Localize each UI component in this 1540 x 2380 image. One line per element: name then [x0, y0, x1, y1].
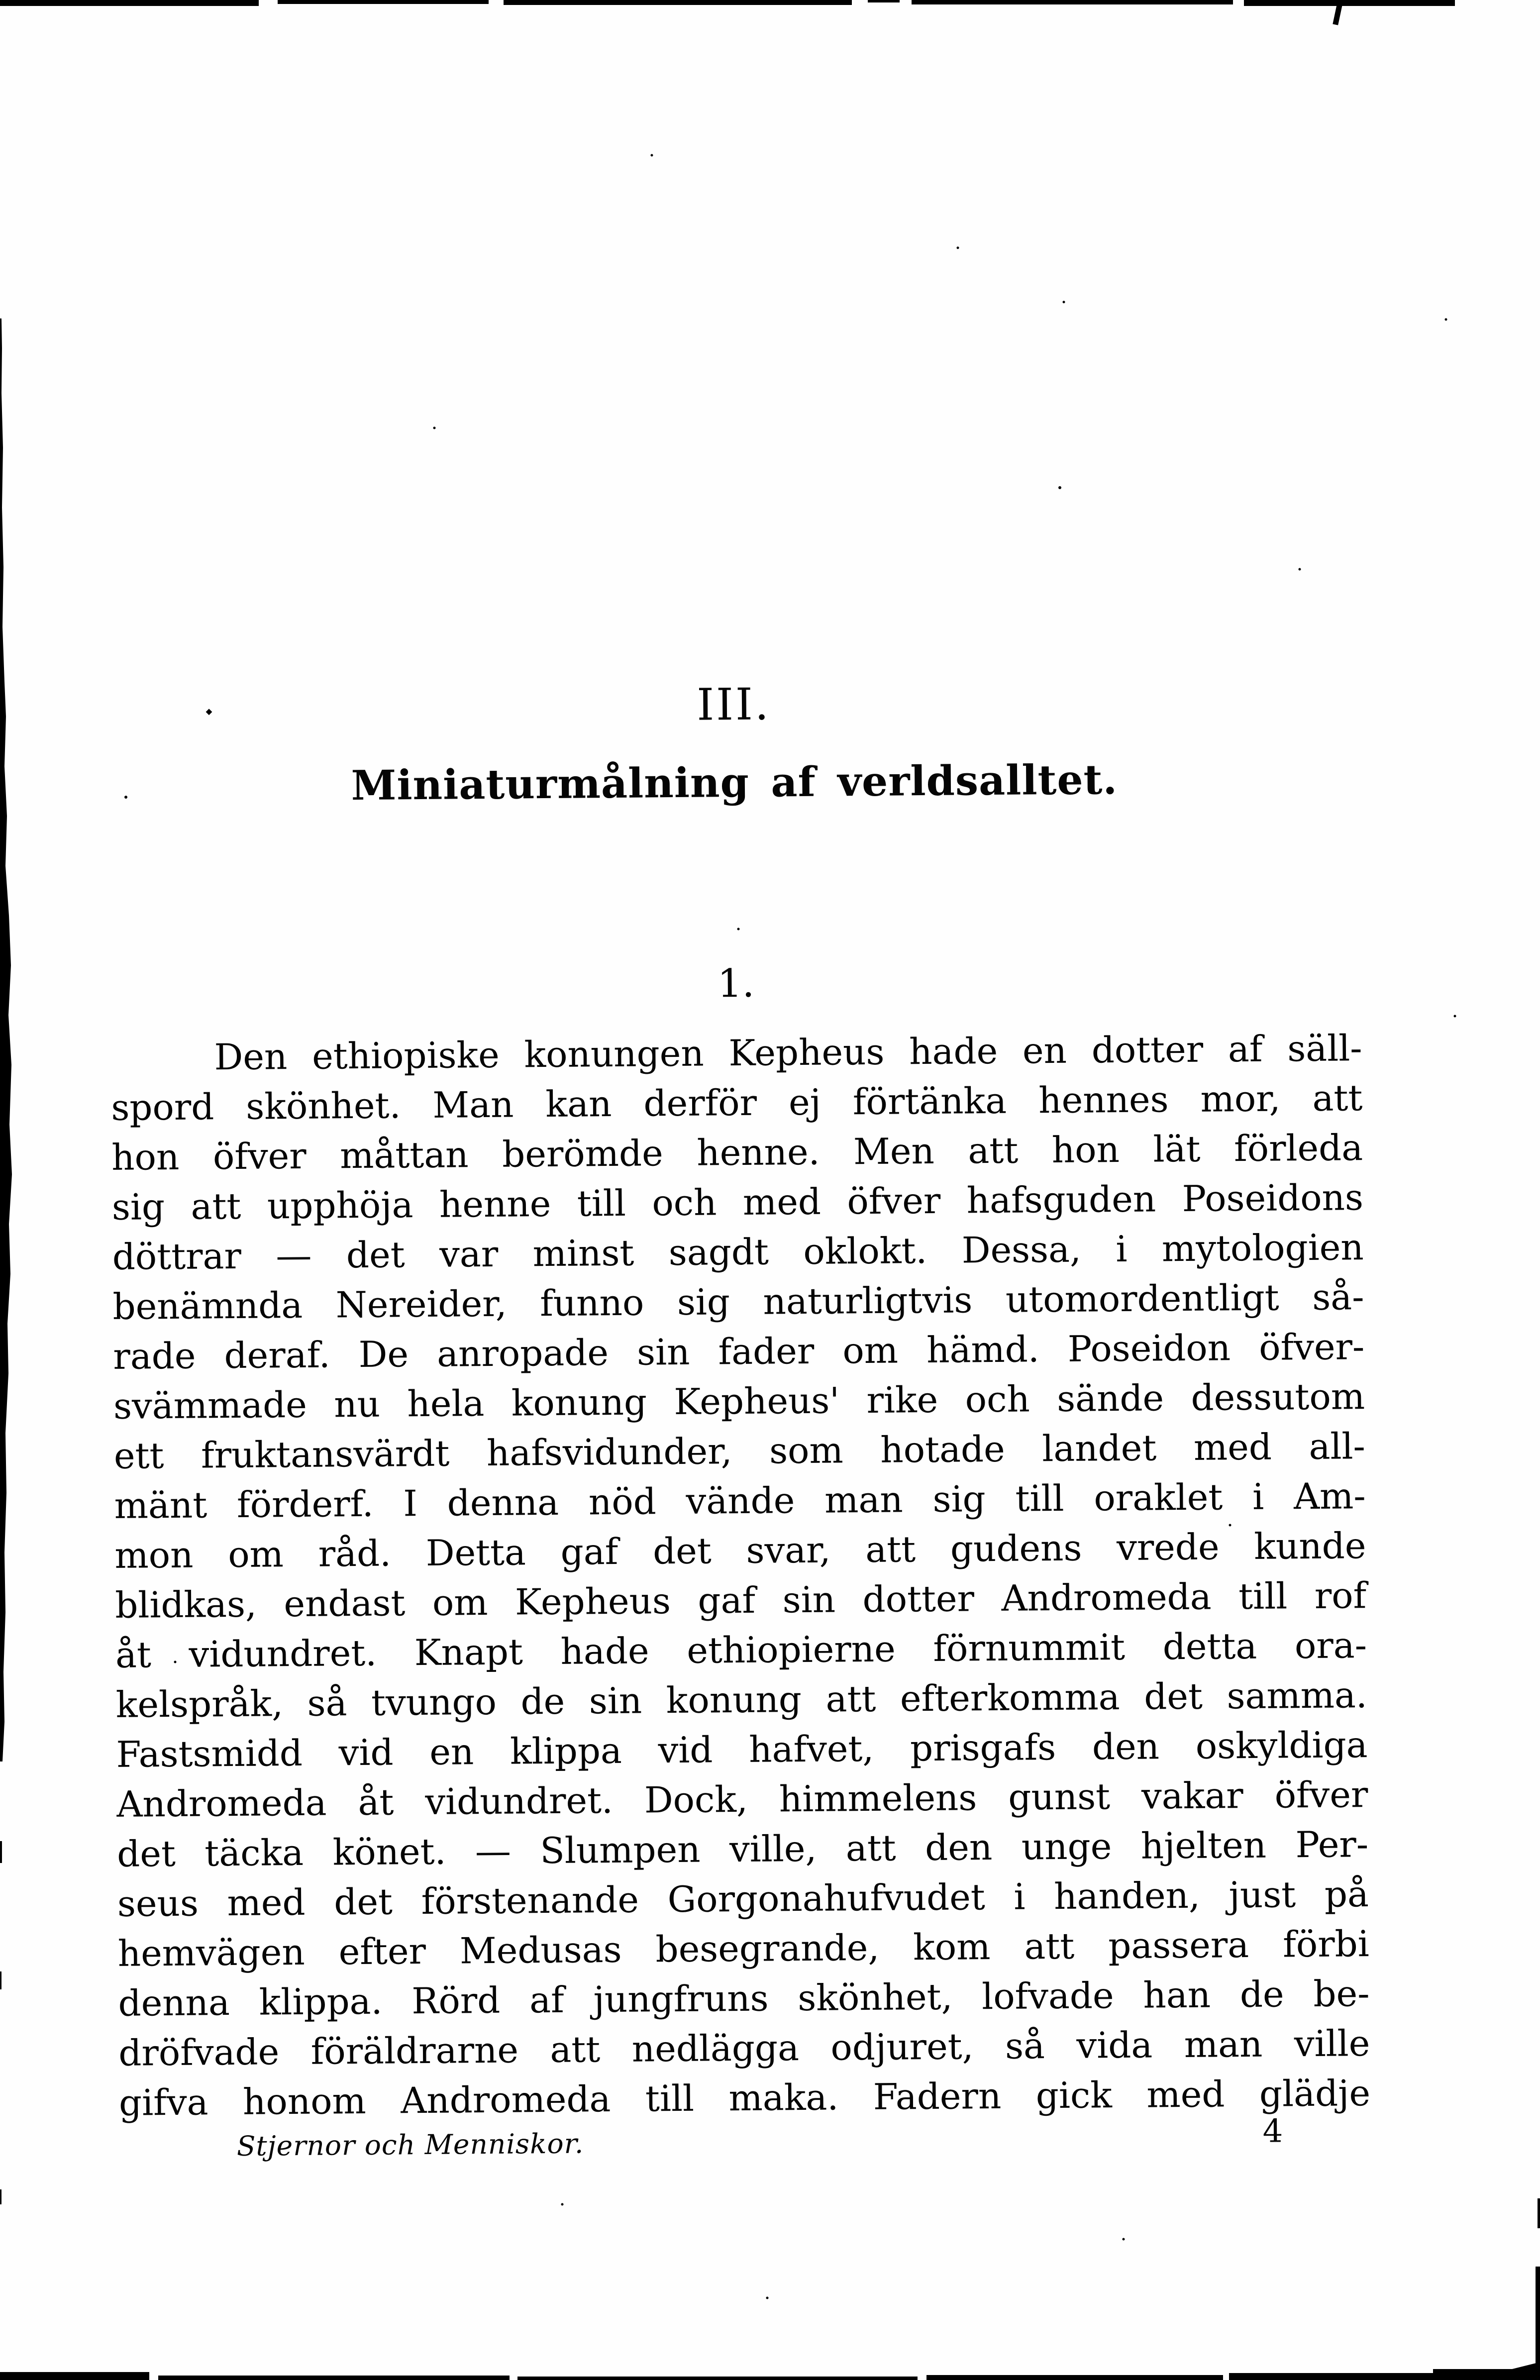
- text-line: mänt förderf. I denna nöd vände man sig till oraklet i Am-: [114, 1475, 1366, 1527]
- text-line: Andromeda åt vidundret. Dock, himmelens gunst vakar öfver: [116, 1773, 1368, 1825]
- text-line: hemvägen efter Medusas besegrande, kom att passera förbi: [117, 1923, 1370, 1974]
- text-line: seus med det förstenande Gorgonahufvudet i handen, just på: [117, 1873, 1369, 1925]
- text-line: blidkas, endast om Kepheus gaf sin dotter Andromeda till rof: [114, 1574, 1367, 1626]
- text-line: benämnda Nereider, funno sig naturligtvis utomordentligt så-: [112, 1276, 1364, 1328]
- body-paragraph: [110, 1023, 1370, 2128]
- text-line: denna klippa. Rörd af jungfruns skönhet, lofvade han de be-: [118, 1972, 1370, 2024]
- text-line: Den ethiopiske konungen Kepheus hade en dotter af säll-: [214, 1027, 1362, 1078]
- page-content: [103, 0, 1372, 2380]
- text-line: sig att upphöja henne till och med öfver hafsguden Poseidons: [111, 1176, 1364, 1228]
- text-line: kelspråk, så tvungo de sin konung att efterkomma det samma.: [115, 1674, 1368, 1726]
- chapter-number: III.: [697, 678, 771, 730]
- text-line: spord skönhet. Man kan derför ej förtänka hennes mor, att: [111, 1077, 1363, 1129]
- text-line: hon öfver måttan berömde henne. Men att hon lät förleda: [111, 1127, 1363, 1178]
- text-line: dröfvade föräldrarne att nedlägga odjuret, så vida man ville: [118, 2022, 1370, 2074]
- text-line: gifva honom Andromeda till maka. Fadern gick med glädje: [118, 2072, 1371, 2124]
- text-line: svämmade nu hela konung Kepheus' rike och sände dessutom: [113, 1375, 1365, 1427]
- text-line: mon om råd. Detta gaf det svar, att gudens vrede kunde: [114, 1525, 1366, 1576]
- text-line: det täcka könet. — Slumpen ville, att den unge hjelten Per-: [116, 1823, 1369, 1875]
- text-line: rade deraf. De anropade sin fader om hämd. Poseidon öfver-: [112, 1326, 1365, 1377]
- page-number: 4: [1262, 2113, 1283, 2150]
- text-line: ett fruktansvärdt hafsvidunder, som hotade landet med all-: [113, 1425, 1366, 1477]
- text-line: åt vidundret. Knapt hade ethiopierne förnummit detta ora-: [115, 1624, 1367, 1676]
- section-number: 1.: [717, 961, 755, 1007]
- text-line: döttrar — det var minst sagdt oklokt. Dessa, i mytologien: [112, 1226, 1364, 1278]
- running-title: Stjernor och Menniskor.: [236, 2127, 584, 2162]
- text-line: Fastsmidd vid en klippa vid hafvet, prisgafs den oskyldiga: [116, 1724, 1368, 1775]
- chapter-title: Miniaturmålning af verldsalltet.: [351, 755, 1118, 810]
